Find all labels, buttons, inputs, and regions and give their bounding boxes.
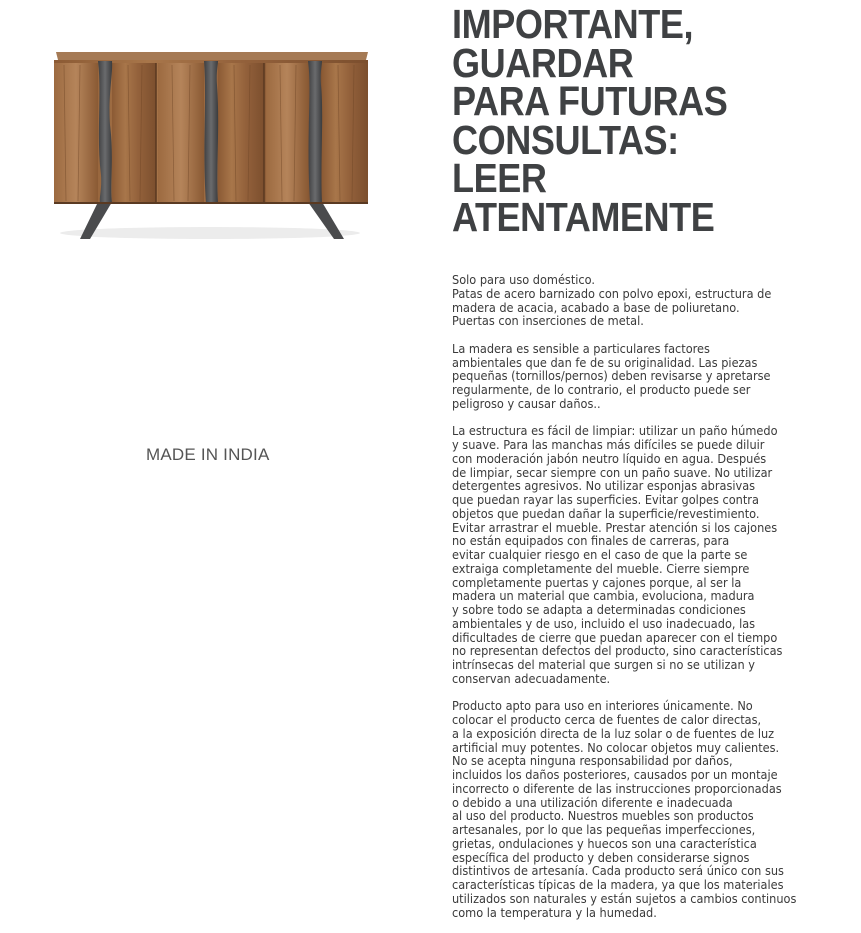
text-line: madera de acacia, acabado a base de poliuretano. [452, 300, 740, 315]
text-line: características típicas de la madera, ya que los materiales [452, 878, 784, 892]
made-in-label: MADE IN INDIA [146, 445, 270, 464]
text-line: o debido a una utilización diferente e inadecuada [452, 795, 733, 810]
text-line: ambientales y de uso, incluido el uso inadecuado, las [452, 616, 756, 631]
paragraph-wood [452, 343, 847, 412]
text-line: objetos que puedan dañar la superficie/revestimiento. [452, 506, 760, 521]
text-line: con moderación jabón neutro líquido en agua. Después [452, 451, 767, 466]
text-line: específica del producto y deben considerarse signos [452, 850, 750, 865]
text-line: distintivos de artesanía. Cada producto será único con sus [452, 864, 784, 879]
text-line: incorrecto o diferente de las instrucciones proporcionadas [452, 781, 782, 796]
text-line: y suave. Para las manchas más difíciles se puede diluir [452, 438, 765, 452]
sideboard-image [50, 45, 375, 245]
text-line: utilizados son naturales y están sujetos a cambios continuos [452, 891, 797, 906]
headline-line: PARA FUTURAS [452, 78, 728, 124]
text-line: detergentes agresivos. No utilizar esponjas abrasivas [452, 479, 756, 494]
text-line: completamente puertas y cajones porque, al ser la [452, 575, 742, 590]
text-line: Solo para uso doméstico. [452, 273, 596, 287]
headline [452, 1, 852, 240]
text-line: pequeñas (tornillos/pernos) deben revisarse y apretarse [452, 369, 771, 384]
text-line: no están equipados con finales de carreras, para [452, 534, 730, 549]
text-line: intrínsecas del material que surgen si no se utilizan y [452, 658, 755, 672]
text-line: Evitar arrastrar el mueble. Prestar atención si los cajones [452, 520, 778, 535]
text-line: de limpiar, secar siempre con un paño suave. No utilizar [452, 465, 773, 480]
text-line: peligroso y causar daños.. [452, 396, 601, 411]
text-line: conservan adecuadamente. [452, 671, 611, 686]
text-line: incluidos los daños posteriores, causados por un montaje [452, 768, 778, 782]
headline-line: GUARDAR [452, 39, 634, 86]
paragraph-cleaning [452, 425, 847, 686]
text-line: La madera es sensible a particulares factores [452, 341, 710, 356]
headline-line: ATENTAMENTE [452, 193, 715, 240]
text-line: y sobre todo se adapta a determinadas condiciones [452, 603, 746, 617]
text-line: Patas de acero barnizado con polvo epoxi, estructura de [452, 286, 772, 301]
headline-line: CONSULTAS: [452, 116, 679, 163]
text-line: que puedan rayar las superficies. Evitar golpes contra [452, 493, 759, 507]
headline-line: IMPORTANTE, [452, 1, 694, 47]
text-line: al uso del producto. Nuestros muebles son productos [452, 809, 754, 824]
text-line: artesanales, por lo que las pequeñas imperfecciones, [452, 823, 756, 837]
text-line: regularmente, de lo contrario, el producto puede ser [452, 383, 751, 397]
text-line: ambientales que dan fe de su originalidad. Las piezas [452, 355, 758, 370]
text-line: evitar cualquier riesgo en el caso de que la parte se [452, 548, 748, 562]
text-line: a la exposición directa de la luz solar o de fuentes de luz [452, 726, 775, 741]
headline-line: LEER [452, 155, 547, 201]
text-line: Puertas con inserciones de metal. [452, 314, 644, 329]
text-line: como la temperatura y la humedad. [452, 905, 657, 920]
instructions-body [452, 274, 847, 920]
text-line: colocar el producto cerca de fuentes de calor directas, [452, 713, 762, 727]
text-line: extraiga completamente del mueble. Cierre siempre [452, 561, 750, 576]
paragraph-warnings [452, 700, 847, 920]
text-line: La estructura es fácil de limpiar: utilizar un paño húmedo [452, 424, 778, 439]
text-line: dificultades de cierre que puedan aparecer con el tiempo [452, 630, 778, 645]
text-line: madera un material que cambia, evoluciona, madura [452, 589, 755, 604]
paragraph-usage [452, 274, 847, 329]
text-line: Producto apto para uso en interiores únicamente. No [452, 699, 753, 714]
text-line: grietas, ondulaciones y huecos son una característica [452, 836, 757, 851]
text-line: No se acepta ninguna responsabilidad por daños, [452, 754, 733, 769]
text-line: no representan defectos del producto, sino características [452, 644, 783, 659]
text-line: artificial muy potentes. No colocar objetos muy calientes. [452, 740, 780, 755]
